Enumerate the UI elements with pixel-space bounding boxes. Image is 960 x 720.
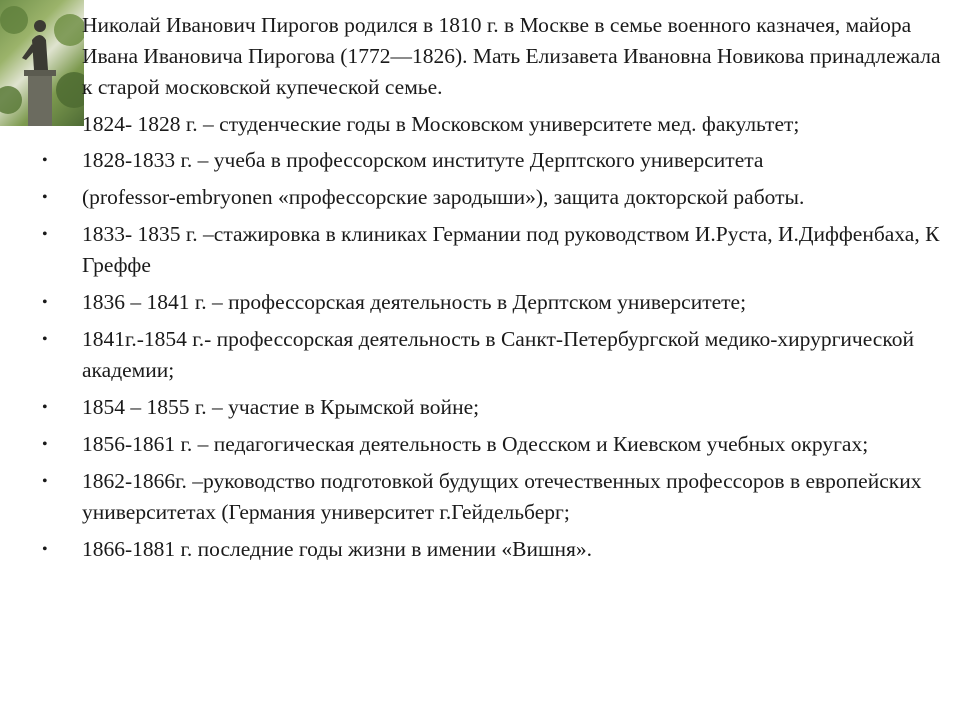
timeline-item-text: 1841г.-1854 г.- профессорская деятельность в Санкт-Петербургской медико-хирургической академии; [82, 327, 914, 382]
timeline-item-text: 1833- 1835 г. –стажировка в клиниках Германии под руководством И.Руста, И.Диффенбаха, К Греффе [82, 222, 940, 277]
timeline-item-text: 1856-1861 г. – педагогическая деятельность в Одесском и Киевском учебных округах; [82, 432, 869, 456]
timeline-item [0, 324, 960, 386]
bullet-icon: • [42, 473, 48, 490]
monument-statue-illustration [0, 0, 84, 126]
timeline-item-text: 1862-1866г. –руководство подготовкой будущих отечественных профессоров в европейских университетах (Германия университет г.Гейдельберг; [82, 469, 922, 524]
timeline-item-text: 1866-1881 г. последние годы жизни в имении «Вишня». [82, 537, 593, 561]
timeline-item [0, 182, 960, 213]
timeline-item [0, 429, 960, 460]
timeline-item-text: 1854 – 1855 г. – участие в Крымской войне; [82, 395, 480, 419]
timeline-item [0, 466, 960, 528]
bullet-icon: • [42, 399, 48, 416]
bullet-icon: • [42, 541, 48, 558]
timeline-item-text: (professor-embryonen «профессорские зародыши»), защита докторской работы. [82, 185, 805, 209]
timeline-item [0, 109, 960, 140]
timeline-item-text: 1828-1833 г. – учеба в профессорском институте Дерптского университета [82, 148, 764, 172]
timeline-item [0, 392, 960, 423]
bullet-icon: • [42, 331, 48, 348]
bullet-icon: • [42, 436, 48, 453]
timeline-item [0, 219, 960, 281]
timeline-item [0, 534, 960, 565]
timeline-item-text: 1836 – 1841 г. – профессорская деятельность в Дерптском университете; [82, 290, 747, 314]
intro-paragraph: Николай Иванович Пирогов родился в 1810 г. в Москве в семье военного казначея, майора Ивана Ивановича Пирогова (1772—1826). Мать Елизавета Ивановна Новикова принадлежала к старой московской купеческой семье. [82, 13, 941, 99]
timeline-item [0, 145, 960, 176]
bullet-icon: • [42, 189, 48, 206]
timeline-item-text: 1824- 1828 г. – студенческие годы в Московском университете мед. факультет; [82, 112, 800, 136]
timeline-item [0, 287, 960, 318]
bullet-icon: • [42, 152, 48, 169]
biography-timeline-list [0, 109, 960, 571]
bullet-icon: • [42, 226, 48, 243]
monument-photo [0, 0, 84, 126]
bullet-icon: • [42, 294, 48, 311]
